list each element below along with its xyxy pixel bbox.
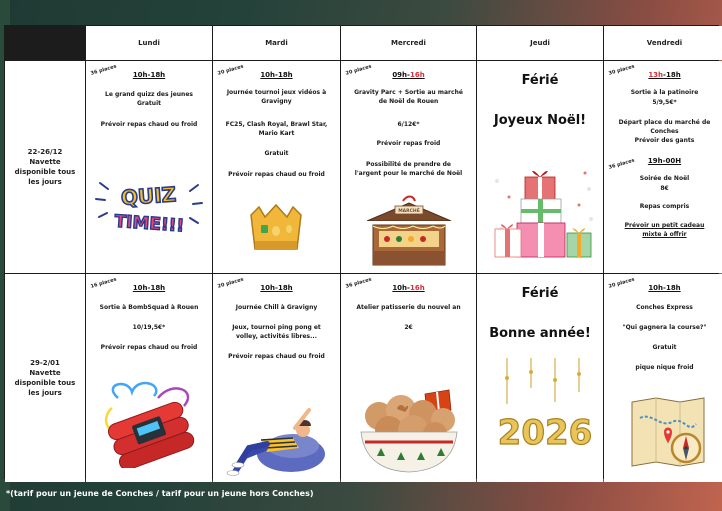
- time-start: 09h: [392, 71, 408, 79]
- week1-shuttle-line3: les jours: [28, 178, 62, 187]
- week2-mardi-cell: [213, 274, 340, 482]
- activity-note: Prévoir repas chaud ou froid: [228, 171, 325, 178]
- places-badge: 30 places: [608, 63, 636, 77]
- pricing-footnote: *(tarif pour un jeune de Conches / tarif pour un jeune hors Conches): [6, 489, 314, 498]
- time-word: TIME!!!: [113, 211, 185, 237]
- activity-tagline: "Qui gagnera la course?": [622, 324, 707, 331]
- activity-extra-line2: l'argent pour le marché de Noël: [354, 170, 463, 177]
- activity-note: pique nique froid: [635, 364, 694, 371]
- activity-title: Le grand quizz des jeunes: [105, 91, 193, 98]
- activity-time: 10h-18h: [132, 284, 166, 292]
- time-end: 16h: [409, 284, 425, 292]
- holiday-greeting: Joyeux Noël!: [493, 113, 587, 128]
- week1-lundi-cell: [86, 61, 212, 273]
- activity-note: Prévoir des gants: [634, 137, 695, 144]
- places-badge: 20 places: [345, 63, 373, 77]
- gift-boxes-illustration: [489, 159, 599, 267]
- activity-title: Conches Express: [636, 304, 693, 311]
- activity-extra-line1: Possibilité de prendre de: [365, 161, 452, 168]
- activity-price: 10/19,5€*: [132, 324, 166, 331]
- table-corner: [5, 26, 85, 60]
- places-badge: 36 places: [345, 276, 373, 290]
- dynamite-illustration: [98, 378, 202, 468]
- header-jeudi: Jeudi: [477, 26, 603, 60]
- activity-title-line2: de Noël de Rouen: [378, 98, 439, 105]
- evening-time: 19h-00H: [647, 157, 682, 165]
- activity-title-line1: Gravity Parc + Sortie au marché: [354, 89, 463, 96]
- activity-title-line2: Gravigny: [261, 98, 292, 105]
- activity-title: Journée Chill à Gravigny: [235, 304, 318, 311]
- week2-shuttle-line3: les jours: [28, 389, 62, 398]
- places-badge: 20 places: [217, 276, 245, 290]
- evening-meal: Repas compris: [639, 203, 690, 210]
- activity-title-line1: Journée tournoi jeux vidéos à: [226, 89, 327, 96]
- activity-title: Sortie à la patinoire: [630, 89, 699, 96]
- holiday-title: Férié: [521, 73, 559, 88]
- activity-title: Atelier patisserie du nouvel an: [356, 304, 461, 311]
- week2-lundi-cell: [86, 274, 212, 482]
- places-badge: 16 places: [90, 276, 118, 290]
- market-sign: MARCHÉ: [398, 209, 420, 214]
- crown-illustration: [245, 201, 307, 259]
- activity-note: Prévoir repas chaud ou froid: [100, 121, 198, 128]
- places-badge-evening: 36 places: [608, 157, 636, 171]
- week1-mercredi-cell: [341, 61, 476, 273]
- activity-time: 10h-18h: [648, 284, 681, 292]
- meeting-point-line1: Départ place du marché de: [618, 119, 711, 126]
- week1-dates: 22-26/12: [27, 147, 63, 156]
- activity-price: Gratuit: [137, 100, 161, 107]
- places-badge: 36 places: [90, 63, 118, 77]
- christmas-market-stall-illustration: [363, 193, 455, 273]
- week2-vendredi-cell: [604, 274, 722, 482]
- quiz-word: QUIZ: [120, 182, 177, 210]
- activity-note: Prévoir repas froid: [376, 140, 441, 147]
- time-start: 13h: [648, 71, 664, 79]
- activity-note: Prévoir repas chaud ou froid: [100, 344, 198, 351]
- week2-row-header: [5, 274, 85, 482]
- activity-time: 10h-18h: [260, 284, 293, 292]
- games-list-line2: Mario Kart: [258, 130, 295, 137]
- new-year-ornaments-illustration: [483, 358, 603, 478]
- week1-row-header: [5, 61, 85, 273]
- holiday-greeting: Bonne année!: [489, 326, 591, 341]
- week1-shuttle-line1: Navette: [29, 157, 61, 166]
- activity-note: Prévoir repas chaud ou froid: [228, 353, 325, 360]
- gift-note-line1: Prévoir un petit cadeau: [624, 222, 705, 229]
- header-mercredi: Mercredi: [341, 26, 476, 60]
- holiday-title: Férié: [521, 286, 559, 301]
- activity-time: 09h-16h: [392, 71, 425, 79]
- meeting-point-line2: Conches: [650, 128, 679, 135]
- relaxing-person-illustration: [221, 390, 333, 476]
- activity-details-line1: Jeux, tournoi ping pong et: [232, 324, 321, 331]
- evening-price: 8€: [660, 185, 669, 192]
- week1-vendredi-cell: [604, 61, 722, 273]
- activity-price: 5/9,5€*: [652, 99, 677, 106]
- gift-note-line2: mixte à offrir: [642, 231, 687, 238]
- activity-time: 10h-18h: [132, 71, 166, 79]
- evening-title: Soirée de Noël: [639, 175, 690, 182]
- map-compass-illustration: [626, 394, 710, 472]
- week2-jeudi-cell: [477, 274, 603, 482]
- week2-shuttle-line1: Navette: [29, 368, 61, 377]
- activity-price: Gratuit: [652, 344, 677, 351]
- activity-price: Gratuit: [264, 150, 289, 157]
- week2-shuttle-line2: disponible tous: [14, 379, 76, 387]
- activity-price: 2€: [404, 324, 413, 331]
- year-text: 2026: [497, 413, 593, 453]
- activity-time: 10h-18h: [260, 71, 293, 79]
- activity-title: Sortie à BombSquad à Rouen: [99, 304, 199, 311]
- time-end: 16h: [409, 71, 425, 79]
- time-start: 10h: [392, 284, 408, 292]
- time-end: 18h: [665, 71, 681, 79]
- activity-time: 13h-18h: [648, 71, 681, 79]
- header-vendredi: Vendredi: [604, 26, 722, 60]
- header-mardi: Mardi: [213, 26, 340, 60]
- activity-details-line2: volley, activités libres...: [236, 333, 317, 340]
- schedule-table: [4, 25, 719, 479]
- places-badge: 20 places: [217, 63, 245, 77]
- activity-time: 10h-16h: [392, 284, 425, 292]
- quiz-time-illustration: [94, 173, 204, 245]
- week1-jeudi-cell: [477, 61, 603, 273]
- header-lundi: Lundi: [86, 26, 212, 60]
- activity-price: 6/12€*: [397, 121, 420, 128]
- week1-shuttle-line2: disponible tous: [14, 168, 76, 176]
- week2-dates: 29-2/01: [30, 358, 60, 367]
- pastry-bowl-illustration: [355, 380, 463, 476]
- week1-mardi-cell: [213, 61, 340, 273]
- week2-mercredi-cell: [341, 274, 476, 482]
- places-badge: 20 places: [608, 276, 636, 290]
- games-list-line1: FC25, Clash Royal, Brawl Star,: [225, 121, 328, 128]
